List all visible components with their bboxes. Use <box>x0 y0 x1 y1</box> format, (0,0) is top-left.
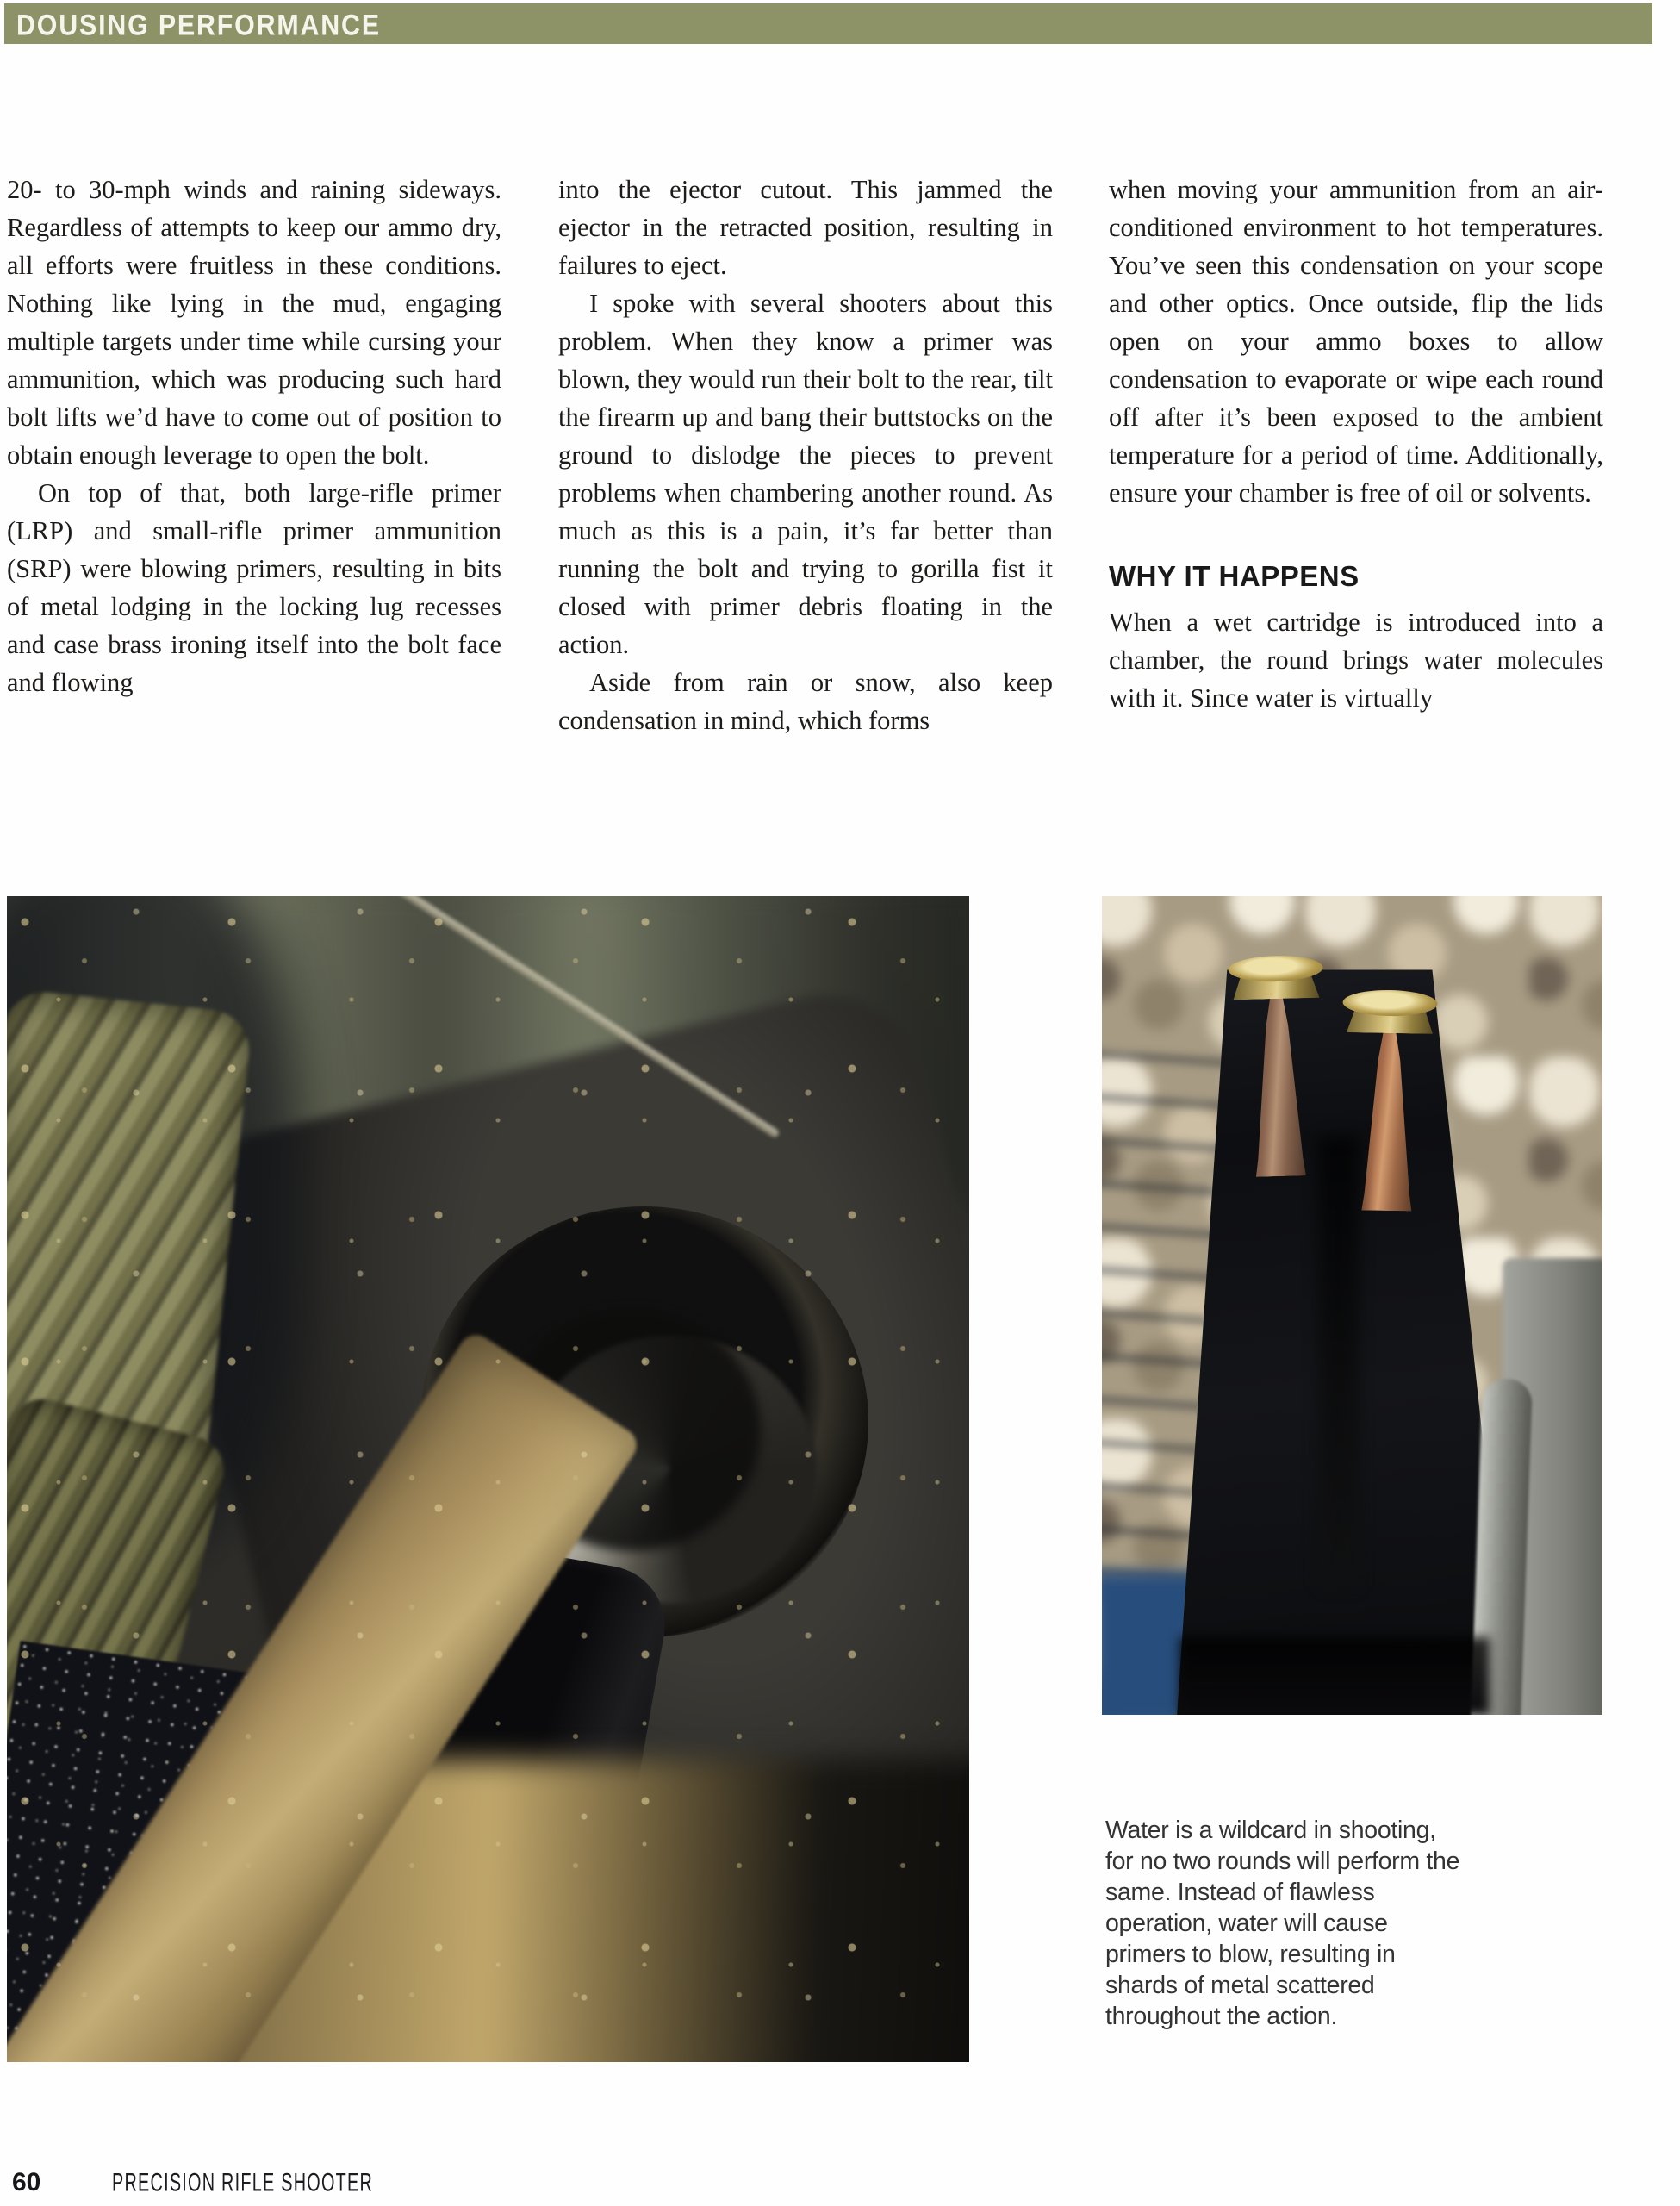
paragraph: into the ejector cutout. This jammed the ejector in the retracted position, resulting in failures to eject. <box>558 175 1053 280</box>
muddy-rifle-action-photo <box>7 896 969 2062</box>
paragraph: Aside from rain or snow, also keep condensation in mind, which forms <box>558 668 1053 735</box>
text-column-1 <box>7 171 501 701</box>
subsection-heading: WHY IT HAPPENS <box>1109 560 1360 592</box>
text-column-2 <box>558 171 1053 739</box>
magazine-bottom-shadow <box>1179 1637 1490 1715</box>
magazine-title: PRECISION RIFLE SHOOTER <box>112 2168 374 2197</box>
photo-caption: Water is a wildcard in shooting, for no two rounds will perform the same. Instead of flawless operation, water will cause primers to blow, resulting in shards of metal scattered throughout the action. <box>1105 1817 1460 2030</box>
paragraph: I spoke with several shooters about this problem. When they know a primer was blown, they would run their bolt to the rear, tilt the firearm up and bang their buttstocks on the ground to dislodge the pieces to prevent problems when chambering another round. As much as this is a pain, it’s far better than running the bolt and trying to gorilla fist it closed with primer debris floating in the action. <box>558 289 1053 659</box>
section-title: DOUSING PERFORMANCE <box>16 8 381 41</box>
gap-shadow <box>1319 1137 1359 1586</box>
paragraph: On top of that, both large-rifle primer (LRP) and small-rifle primer ammunition (SRP) were blowing primers, resulting in bits of metal lodging in the locking lug recesses and case brass ironing itself into the bolt face and flowing <box>7 478 501 697</box>
paragraph: when moving your ammunition from an air-conditioned environment to hot temperatures. You’ve seen this condensation on your scope and other optics. Once outside, flip the lids open on your ammo boxes to allow condensation to evaporate or wipe each round off after it’s been exposed to the ambient temperature for a period of time. Additionally, ensure your chamber is free of oil or solvents. <box>1109 175 1603 508</box>
page-number: 60 <box>12 2168 41 2197</box>
cartridges-in-magazine-photo <box>1102 896 1602 1715</box>
section-header-bar <box>4 3 1652 44</box>
mud-specks-overlay <box>7 896 969 2062</box>
paragraph: 20- to 30-mph winds and raining sideways. Regardless of attempts to keep our ammo dry, all efforts were fruitless in these conditions. Nothing like lying in the mud, engaging multiple targets under time while cursing your ammunition, which was producing such hard bolt lifts we’d have to come out of position to obtain enough leverage to open the bolt. <box>7 175 501 470</box>
paragraph: When a wet cartridge is introduced into a chamber, the round brings water molecules with it. Since water is virtually <box>1109 608 1603 713</box>
text-column-3 <box>1109 171 1603 717</box>
